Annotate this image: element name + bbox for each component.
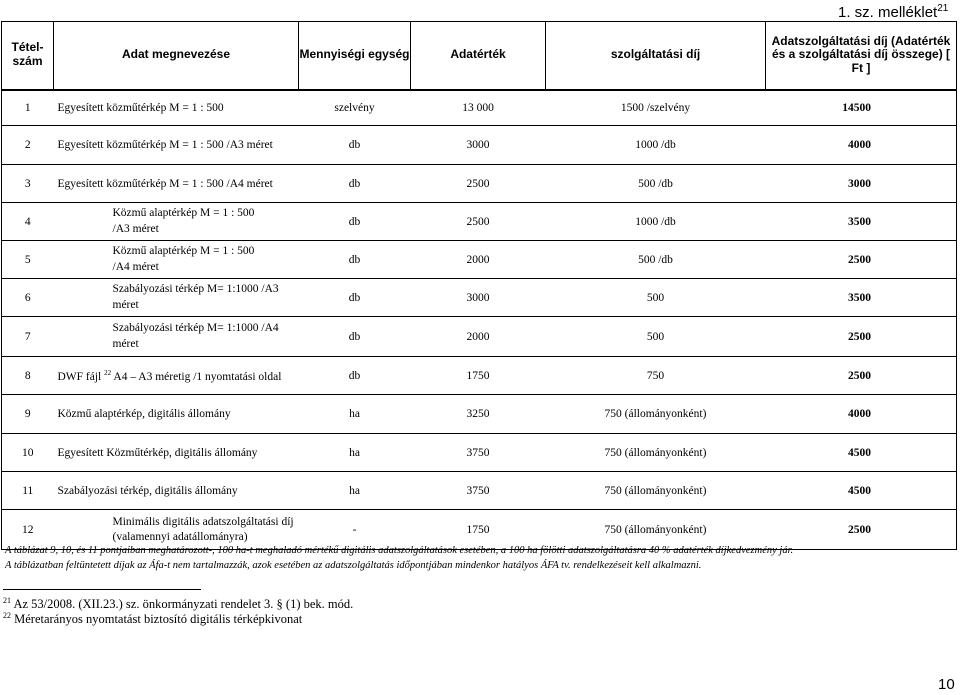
table-row — [2, 357, 957, 395]
header-unit: Mennyiségi egység — [299, 22, 411, 90]
row-total: 3500 — [766, 203, 957, 241]
row-name: Egyesített közműtérkép M = 1 : 500 /A4 méret — [54, 165, 299, 203]
row-value: 2000 — [411, 241, 546, 279]
table-row — [2, 90, 957, 126]
row-no: 5 — [2, 241, 54, 279]
fee-table — [1, 21, 957, 550]
row-value: 2500 — [411, 165, 546, 203]
row-total: 4000 — [766, 395, 957, 434]
row-fee: 500 — [546, 279, 766, 317]
footnote-ref-22: 22 — [104, 368, 112, 377]
row-fee: 1000 /db — [546, 126, 766, 165]
row-no: 1 — [2, 90, 54, 126]
row-fee: 750 (állományonként) — [546, 510, 766, 550]
row-no: 10 — [2, 434, 54, 472]
footnote-separator — [3, 589, 201, 590]
row-no: 11 — [2, 472, 54, 510]
row-fee: 750 (állományonként) — [546, 472, 766, 510]
row-name: Közmű alaptérkép M = 1 : 500 /A4 méret — [54, 241, 299, 279]
header-fee: szolgáltatási díj — [546, 22, 766, 90]
row-value: 2500 — [411, 203, 546, 241]
annex-footnote-ref: 21 — [937, 3, 949, 14]
row-unit: db — [299, 126, 411, 165]
row-fee: 500 /db — [546, 241, 766, 279]
table-row — [2, 510, 957, 550]
row-no: 2 — [2, 126, 54, 165]
row-unit: szelvény — [299, 90, 411, 126]
row-name: Közmű alaptérkép M = 1 : 500 /A3 méret — [54, 203, 299, 241]
row-unit: ha — [299, 395, 411, 434]
row-total: 2500 — [766, 317, 957, 357]
row-name: Szabályozási térkép M= 1:1000 /A4 méret — [54, 317, 299, 357]
row-value: 3000 — [411, 126, 546, 165]
row-name: Szabályozási térkép M= 1:1000 /A3 méret — [54, 279, 299, 317]
row-fee: 750 — [546, 357, 766, 395]
row-unit: db — [299, 203, 411, 241]
row-unit: db — [299, 317, 411, 357]
row-total: 3000 — [766, 165, 957, 203]
row-unit: - — [299, 510, 411, 550]
note-vat: A táblázatban feltüntetett díjak az Áfa-t nem tartalmazzák, azok esetében az adatszolgáltatás időpontjában mindenkor hatályos ÁFA tv. rendelkezéseit kell alkalmazni. — [5, 560, 702, 571]
row-value: 13 000 — [411, 90, 546, 126]
row-total: 14500 — [766, 90, 957, 126]
row-name: Közmű alaptérkép, digitális állomány — [54, 395, 299, 434]
row-no: 9 — [2, 395, 54, 434]
row-no: 3 — [2, 165, 54, 203]
row-value: 3000 — [411, 279, 546, 317]
footnote-21: $^{21}$ Az 53/2008. (XII.23.) sz. önkormányzati rendelet 3. § (1) bek. mód. — [3, 596, 354, 612]
header-total: Adatszolgáltatási díj (Adatérték és a szolgáltatási díj összege) [ Ft ] — [766, 22, 957, 90]
table-row — [2, 434, 957, 472]
row-fee: 750 (állományonként) — [546, 395, 766, 434]
row-no: 6 — [2, 279, 54, 317]
row-total: 4000 — [766, 126, 957, 165]
row-name: Szabályozási térkép, digitális állomány — [54, 472, 299, 510]
annex-label: 1. sz. melléklet$^{21}$ — [838, 3, 949, 21]
row-fee: 1500 /szelvény — [546, 90, 766, 126]
row-total: 4500 — [766, 472, 957, 510]
header-no: Tétel-szám — [2, 22, 54, 90]
row-unit: db — [299, 241, 411, 279]
table-row — [2, 395, 957, 434]
row-fee: 750 (állományonként) — [546, 434, 766, 472]
row-no: 4 — [2, 203, 54, 241]
row-total: 2500 — [766, 357, 957, 395]
row-name: DWF fájl $^{22}$ A4 – A3 méretig /1 nyomtatási oldal — [54, 357, 299, 395]
row-unit: ha — [299, 472, 411, 510]
row-unit: db — [299, 165, 411, 203]
row-unit: ha — [299, 434, 411, 472]
table-row — [2, 472, 957, 510]
row-value: 3750 — [411, 434, 546, 472]
footnote-22: $^{22}$ Méretarányos nyomtatást biztosító digitális térképkivonat — [3, 611, 303, 627]
row-total: 4500 — [766, 434, 957, 472]
table-row — [2, 241, 957, 279]
row-no: 12 — [2, 510, 54, 550]
row-value: 1750 — [411, 357, 546, 395]
row-value: 3250 — [411, 395, 546, 434]
note-discount: A táblázat 9, 10, és 11 pontjaiban meghatározott-, 100 ha-t meghaladó mértékű digitális adatszolgáltatások esetében, a 100 ha fölötti adatszolgáltatásra 40 % adatérték díjkedvezmény jár. — [5, 545, 794, 556]
table-row — [2, 203, 957, 241]
table-row — [2, 317, 957, 357]
row-total: 2500 — [766, 241, 957, 279]
table-row — [2, 165, 957, 203]
row-value: 2000 — [411, 317, 546, 357]
table-row — [2, 279, 957, 317]
row-unit: db — [299, 279, 411, 317]
page-number: 10 — [938, 676, 955, 693]
row-name: Egyesített közműtérkép M = 1 : 500 /A3 méret — [54, 126, 299, 165]
row-total: 3500 — [766, 279, 957, 317]
row-fee: 1000 /db — [546, 203, 766, 241]
row-fee: 500 — [546, 317, 766, 357]
row-name: Minimális digitális adatszolgáltatási díj (valamennyi adatállományra) — [54, 510, 299, 550]
header-name: Adat megnevezése — [54, 22, 299, 90]
row-unit: db — [299, 357, 411, 395]
row-value: 3750 — [411, 472, 546, 510]
row-name: Egyesített Közműtérkép, digitális állomány — [54, 434, 299, 472]
row-no: 7 — [2, 317, 54, 357]
table-row — [2, 126, 957, 165]
row-total: 2500 — [766, 510, 957, 550]
row-name: Egyesített közműtérkép M = 1 : 500 — [54, 90, 299, 126]
row-no: 8 — [2, 357, 54, 395]
row-fee: 500 /db — [546, 165, 766, 203]
header-value: Adatérték — [411, 22, 546, 90]
table-header-row — [2, 22, 957, 90]
row-value: 1750 — [411, 510, 546, 550]
